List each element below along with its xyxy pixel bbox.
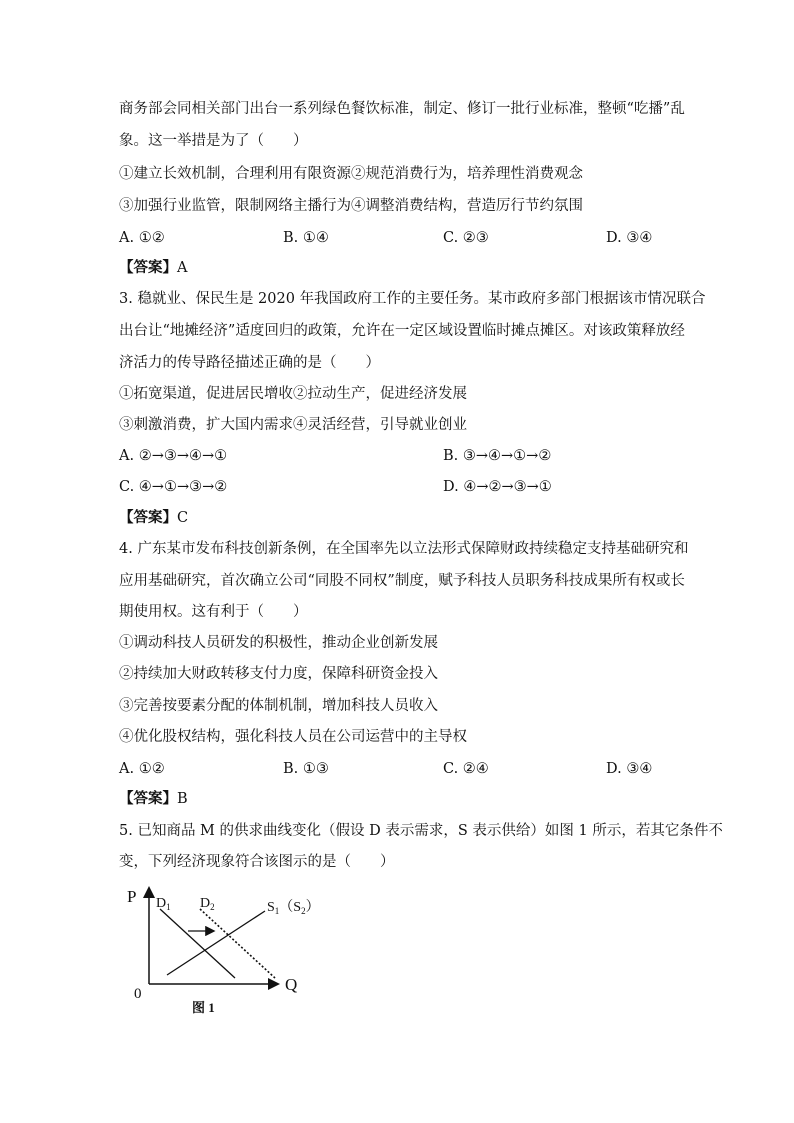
q3-option-c: C. ④→①→③→② — [119, 479, 228, 495]
q4-item3: ③完善按要素分配的体制机制，增加科技人员收入 — [119, 698, 438, 714]
s-label: $S_1(S_2)$ — [267, 900, 320, 916]
q4-item4: ④优化股权结构，强化科技人员在公司运营中的主导权 — [119, 729, 467, 745]
q2-option-d: D. ③④ — [606, 230, 653, 246]
q2-text-line2: 象。这一举措是为了（ ） — [119, 133, 308, 149]
q3-option-b: B. ③→④→①→② — [443, 448, 552, 464]
q4-answer — [119, 789, 188, 809]
q2-option-c: C. ②③ — [443, 230, 489, 246]
q2-option-b: B. ①④ — [283, 230, 329, 246]
q3-text-line3: 济活力的传导路径描述正确的是（ ） — [119, 355, 380, 371]
supply-curve-s — [167, 911, 265, 975]
demand-curve-d2 — [200, 909, 275, 978]
q4-option-a: A. ①② — [119, 761, 165, 777]
q3-text-line2: 出台让“地摊经济”适度回归的政策，允许在一定区域设置临时摊点摊区。对该政策释放经 — [119, 323, 685, 339]
q3-item1: ①拓宽渠道，促进居民增收②拉动生产，促进经济发展 — [119, 386, 467, 402]
demand-curve-d1 — [160, 909, 235, 978]
q4-item2: ②持续加大财政转移支付力度，保障科研资金投入 — [119, 666, 438, 682]
q3-text-line1: 3. 稳就业、保民生是 2020 年我国政府工作的主要任务。某市政府多部门根据该市情况联合 — [119, 291, 706, 307]
q4-text-line3: 期使用权。这有利于（ ） — [119, 604, 308, 620]
answer-label: 【答案】 — [119, 509, 177, 526]
q5-text-line2: 变，下列经济现象符合该图示的是（ ） — [119, 854, 395, 870]
answer-value: C — [177, 510, 189, 526]
answer-label: 【答案】 — [119, 259, 177, 276]
q3-item2: ③刺激消费，扩大国内需求④灵活经营，引导就业创业 — [119, 417, 467, 433]
q4-option-b: B. ①③ — [283, 761, 329, 777]
q2-item1: ①建立长效机制，合理利用有限资源②规范消费行为，培养理性消费观念 — [119, 166, 583, 182]
q2-text-line1: 商务部会同相关部门出台一系列绿色餐饮标准，制定、修订一批行业标准，整顿“吃播”乱 — [119, 101, 685, 117]
q2-option-a: A. ①② — [119, 230, 165, 246]
answer-value: B — [177, 791, 188, 807]
origin-label: 0 — [134, 986, 142, 1002]
q3-option-d: D. ④→②→③→① — [443, 479, 552, 495]
d2-label: $D_2$ — [200, 896, 215, 912]
q4-option-c: C. ②④ — [443, 761, 489, 777]
answer-label: 【答案】 — [119, 790, 177, 807]
q5-text-line1: 5. 已知商品 M 的供求曲线变化（假设 D 表示需求，S 表示供给）如图 1 所示，若其它条件不 — [119, 823, 723, 839]
q3-option-a: A. ②→③→④→① — [119, 448, 228, 464]
supply-demand-figure — [120, 880, 320, 1020]
q4-text-line1: 4. 广东某市发布科技创新条例，在全国率先以立法形式保障财政持续稳定支持基础研究和 — [119, 541, 689, 557]
q4-text-line2: 应用基础研究，首次确立公司“同股不同权”制度，赋予科技人员职务科技成果所有权或长 — [119, 573, 685, 589]
q3-answer — [119, 508, 188, 528]
answer-value: A — [177, 260, 188, 276]
y-axis-label: P — [127, 887, 137, 906]
x-axis-label: Q — [285, 975, 298, 994]
q2-item2: ③加强行业监管，限制网络主播行为④调整消费结构，营造厉行节约氛围 — [119, 198, 583, 214]
d1-label: $D_1$ — [156, 896, 171, 912]
q4-option-d: D. ③④ — [606, 761, 653, 777]
q2-answer — [119, 258, 187, 278]
q4-item1: ①调动科技人员研发的积极性，推动企业创新发展 — [119, 635, 438, 651]
figure-caption: 图 1 — [192, 1000, 215, 1015]
